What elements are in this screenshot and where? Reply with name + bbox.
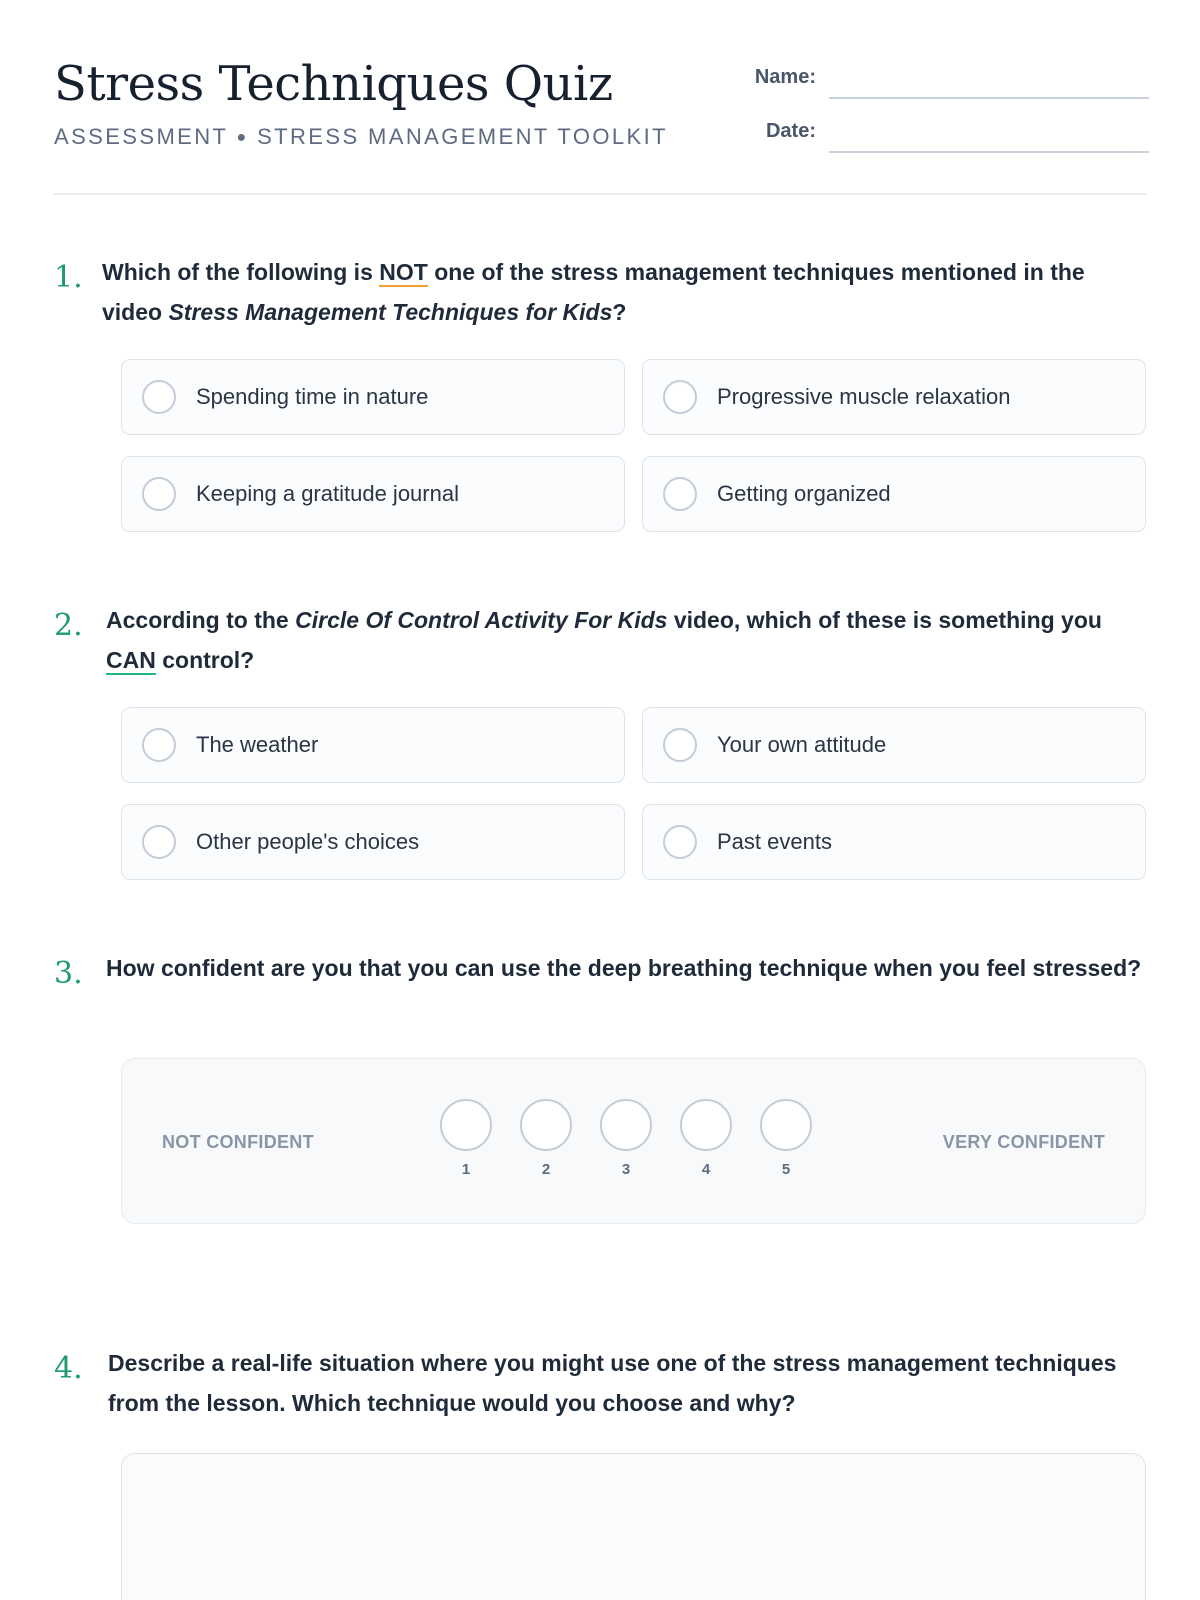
question-1 bbox=[54, 252, 1146, 532]
option-spending-time-in-nature[interactable] bbox=[121, 359, 625, 435]
video-title: Stress Management Techniques for Kids bbox=[168, 299, 613, 325]
scale-number: 4 bbox=[701, 1161, 711, 1178]
scale-number: 1 bbox=[461, 1161, 471, 1178]
confidence-scale bbox=[121, 1058, 1146, 1224]
question-text-part: According to the bbox=[106, 607, 296, 633]
scale-number: 2 bbox=[541, 1161, 551, 1178]
question-number: 3. bbox=[54, 956, 83, 991]
question-number: 2. bbox=[54, 608, 83, 643]
scale-option-2[interactable] bbox=[518, 1099, 574, 1178]
emphasis-can: CAN bbox=[106, 647, 156, 673]
question-text-part: Which of the following is bbox=[102, 259, 380, 285]
option-your-own-attitude[interactable] bbox=[642, 707, 1146, 783]
option-label: The weather bbox=[196, 732, 319, 757]
quiz-header bbox=[54, 56, 1146, 196]
name-field[interactable] bbox=[829, 97, 1149, 99]
radio-button[interactable] bbox=[142, 728, 176, 762]
video-title: Circle Of Control Activity For Kids bbox=[295, 607, 668, 633]
scale-high-label: VERY CONFIDENT bbox=[942, 1132, 1105, 1152]
subtitle-toolkit: STRESS MANAGEMENT TOOLKIT bbox=[257, 124, 668, 149]
question-text-part: ? bbox=[612, 299, 627, 325]
radio-button[interactable] bbox=[663, 825, 697, 859]
page-subtitle bbox=[54, 124, 668, 150]
question-4 bbox=[54, 1343, 1146, 1600]
subtitle-separator: ● bbox=[236, 129, 249, 146]
page-title: Stress Techniques Quiz bbox=[54, 56, 613, 112]
header-divider bbox=[54, 193, 1146, 195]
question-text: Describe a real-life situation where you might use one of the stress management techniques from the lesson. Which technique would you choose and why? bbox=[108, 1350, 1117, 1416]
scale-radio[interactable] bbox=[680, 1099, 732, 1151]
scale-low-label: NOT CONFIDENT bbox=[162, 1132, 314, 1152]
scale-option-1[interactable] bbox=[438, 1099, 494, 1178]
option-keeping-a-gratitude-journal[interactable] bbox=[121, 456, 625, 532]
subtitle-category: ASSESSMENT bbox=[54, 124, 228, 149]
scale-radio[interactable] bbox=[600, 1099, 652, 1151]
scale-number: 3 bbox=[621, 1161, 631, 1178]
option-progressive-muscle-relaxation[interactable] bbox=[642, 359, 1146, 435]
scale-radio[interactable] bbox=[520, 1099, 572, 1151]
answer-options bbox=[121, 707, 1146, 879]
scale-radio[interactable] bbox=[440, 1099, 492, 1151]
name-label: Name: bbox=[754, 66, 816, 88]
option-past-events[interactable] bbox=[642, 804, 1146, 880]
question-text bbox=[102, 252, 1146, 332]
emphasis-not: NOT bbox=[379, 259, 428, 285]
question-number: 1. bbox=[54, 260, 83, 295]
date-label: Date: bbox=[765, 120, 816, 142]
radio-button[interactable] bbox=[142, 825, 176, 859]
question-text bbox=[106, 600, 1146, 680]
question-text-part: one of the stress management techniques mentioned in the video bbox=[102, 259, 1085, 325]
question-2 bbox=[54, 600, 1146, 880]
option-label: Keeping a gratitude journal bbox=[196, 481, 459, 506]
written-answer-box[interactable] bbox=[121, 1453, 1146, 1600]
scale-option-5[interactable] bbox=[758, 1099, 814, 1178]
question-text-part: video, which of these is something you bbox=[667, 607, 1102, 633]
option-getting-organized[interactable] bbox=[642, 456, 1146, 532]
scale-option-3[interactable] bbox=[598, 1099, 654, 1178]
scale-radio[interactable] bbox=[760, 1099, 812, 1151]
option-label: Other people's choices bbox=[196, 829, 420, 854]
question-3 bbox=[54, 948, 1146, 1228]
date-field[interactable] bbox=[829, 151, 1149, 153]
scale-option-4[interactable] bbox=[678, 1099, 734, 1178]
question-text-part: control? bbox=[155, 647, 255, 673]
radio-button[interactable] bbox=[142, 477, 176, 511]
option-label: Past events bbox=[717, 829, 832, 854]
scale-number: 5 bbox=[781, 1161, 791, 1178]
radio-button[interactable] bbox=[142, 380, 176, 414]
option-label: Progressive muscle relaxation bbox=[717, 384, 1011, 409]
radio-button[interactable] bbox=[663, 380, 697, 414]
option-the-weather[interactable] bbox=[121, 707, 625, 783]
question-text: How confident are you that you can use the deep breathing technique when you feel stressed? bbox=[106, 955, 1142, 981]
option-other-peoples-choices[interactable] bbox=[121, 804, 625, 880]
option-label: Your own attitude bbox=[717, 732, 887, 757]
radio-button[interactable] bbox=[663, 477, 697, 511]
question-number: 4. bbox=[54, 1351, 83, 1386]
option-label: Getting organized bbox=[717, 481, 891, 506]
option-label: Spending time in nature bbox=[196, 384, 429, 409]
radio-button[interactable] bbox=[663, 728, 697, 762]
answer-options bbox=[121, 359, 1146, 531]
